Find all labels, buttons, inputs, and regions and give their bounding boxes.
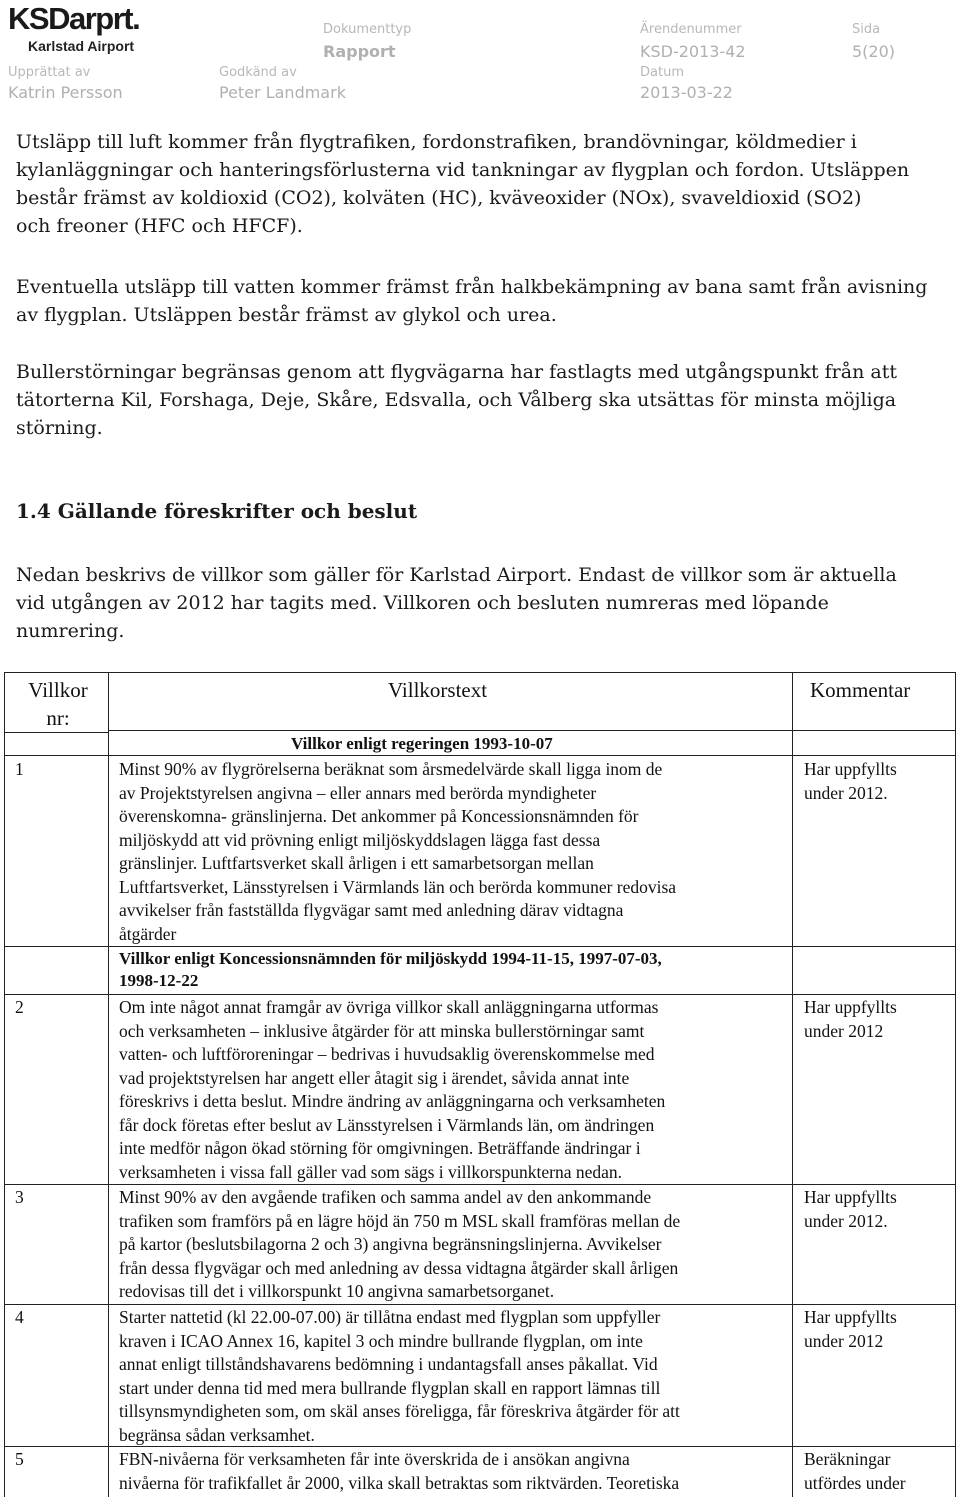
text-line: avvikelser från fastställda flygvägar samt med anledning därav vidtagna [119, 900, 624, 920]
doc-type-label: Dokumenttyp [323, 22, 412, 37]
text-line: Bullerstörningar begränsas genom att flygvägarna har fastlagts med utgångspunkt från att [16, 361, 897, 383]
text-line: och verksamheten – inklusive åtgärder för att minska bullerstörningar samt [119, 1020, 645, 1041]
condition-comment [804, 1306, 897, 1353]
condition-text [119, 1448, 679, 1495]
row-divider [108, 730, 956, 731]
text-line: begränsa sådan verksamhet. [119, 1424, 315, 1445]
text-line: under 2012 [804, 1020, 884, 1041]
condition-text [119, 1186, 680, 1304]
text-line: Luftfartsverket, Länsstyrelsen i Värmlands län och berörda kommuner redovisa [119, 876, 677, 897]
text-line: Har uppfyllts [804, 1307, 897, 1327]
condition-number: 5 [15, 1449, 24, 1469]
text-line: trafiken som framförs på en lägre höjd än 750 m MSL skall framföras mellan de [119, 1210, 681, 1231]
text-line: Har uppfyllts [804, 759, 897, 779]
condition-text [119, 758, 676, 946]
date-value: 2013-03-22 [640, 83, 733, 102]
condition-comment [804, 1448, 906, 1495]
text-line: Minst 90% av den avgående trafiken och samma andel av den ankommande [119, 1187, 652, 1207]
page-number-value: 5(20) [852, 42, 896, 61]
row-divider [4, 1184, 956, 1185]
company-logo [8, 2, 208, 54]
text-line: kraven i ICAO Annex 16, kapitel 3 och mindre bullrande flygplan, om inte [119, 1330, 643, 1351]
doc-type-value: Rapport [323, 42, 396, 61]
text-line: under 2012. [804, 782, 888, 803]
paragraph-water-emissions [16, 273, 951, 329]
condition-text [119, 1306, 680, 1447]
row-divider [4, 732, 108, 733]
text-line: föreskrivs i detta beslut. Mindre ändring av anläggningarna och verksamheten [119, 1091, 666, 1111]
text-line: Om inte något annat framgår av övriga villkor skall anläggningarna utformas [119, 997, 659, 1017]
text-line: störning. [16, 417, 103, 439]
paragraph-noise [16, 358, 951, 442]
text-line: Nedan beskrivs de villkor som gäller för Karlstad Airport. Endast de villkor som är aktuella [16, 564, 897, 586]
text-line: får dock företas efter beslut av Länsstyrelsen i Värmlands län, om ändringen [119, 1114, 655, 1135]
text-line: vad projektstyrelsen har angett eller åtagit sig i ärendet, såvida annat inte [119, 1067, 630, 1088]
text-line: åtgärder [119, 923, 177, 944]
text-line: utfördes under [804, 1472, 906, 1493]
date-label: Datum [640, 65, 684, 80]
text-line: Minst 90% av flygrörelserna beräknat som årsmedelvärde skall ligga inom de [119, 759, 663, 779]
column-header-nr-line: Villkor [28, 678, 88, 702]
text-line: Eventuella utsläpp till vatten kommer främst från halkbekämpning av bana samt från avisning [16, 276, 928, 298]
text-line: består främst av koldioxid (CO2), kolväten (HC), kväveoxider (NOx), svaveldioxid (SO2) [16, 187, 862, 209]
row-divider [4, 1304, 956, 1305]
text-line: under 2012. [804, 1210, 888, 1231]
column-header-nr-line: nr: [46, 706, 70, 730]
text-line: under 2012 [804, 1330, 884, 1351]
condition-number: 1 [15, 759, 24, 779]
text-line: Utsläpp till luft kommer från flygtrafiken, fordonstrafiken, brandövningar, köldmedier i [16, 131, 857, 153]
condition-number: 4 [15, 1307, 24, 1327]
text-line: inte medför någon ökad störning för omgivningen. Beträffande ändringar i [119, 1138, 641, 1158]
column-header-nr [16, 676, 100, 732]
approved-by-label: Godkänd av [219, 65, 297, 80]
paragraph-conditions-intro [16, 561, 951, 645]
row-divider [4, 946, 956, 947]
text-line: nivåerna för trafikfallet år 2000, vilka skall betraktas som riktvärden. Teoretiska [119, 1472, 680, 1493]
text-line: Starter nattetid (kl 22.00-07.00) är tillåtna endast med flygplan som uppfyller [119, 1307, 661, 1327]
text-line: vatten- och luftföroreningar – bedrivas i huvudsaklig överenskommelse med [119, 1044, 655, 1064]
text-line: gränslinjer. Luftfartsverket skall årligen i ett samarbetsorgan mellan [119, 853, 594, 873]
text-line: kylanläggningar och hanteringsförlusterna vid tankningar av flygplan och fordon. Utsläppen [16, 159, 910, 181]
condition-text [119, 996, 665, 1184]
text-line: tätorterna Kil, Forshaga, Deje, Skåre, Edsvalla, och Vålberg ska utsättas för minsta möjliga [16, 389, 897, 411]
created-by-value: Katrin Persson [8, 83, 123, 102]
text-line: av flygplan. Utsläppen består främst av glykol och urea. [16, 304, 557, 326]
text-line: vid utgången av 2012 har tagits med. Villkoren och besluten numreras med löpande [16, 592, 829, 614]
text-line: Har uppfyllts [804, 1187, 897, 1207]
text-line: Har uppfyllts [804, 997, 897, 1017]
logo-wordmark: KSDarprt. [8, 1, 140, 36]
condition-number: 3 [15, 1187, 24, 1207]
band-line: 1998-12-22 [119, 971, 199, 990]
column-header-comment: Kommentar [810, 678, 911, 702]
case-number-label: Ärendenummer [640, 22, 742, 37]
created-by-label: Upprättat av [8, 65, 91, 80]
case-number-value: KSD-2013-42 [640, 42, 746, 61]
text-line: och freoner (HFC och HFCF). [16, 215, 303, 237]
text-line: miljöskydd att vid prövning enligt miljöskyddslagen lägga fast dessa [119, 829, 601, 850]
conditions-table [4, 672, 956, 1497]
column-header-text: Villkorstext [388, 678, 488, 702]
table-border-top [4, 672, 956, 673]
text-line: på kartor (beslutsbilagorna 2 och 3) angivna begränsningslinjerna. Avvikelser [119, 1234, 662, 1254]
text-line: numrering. [16, 620, 125, 642]
table-border-left [4, 672, 5, 1497]
text-line: tillsynsmyndigheten som, om skäl anses föreligga, får föreskriva åtgärder för att [119, 1401, 680, 1421]
band-line: Villkor enligt Koncessionsnämnden för miljöskydd 1994-11-15, 1997-07-03, [119, 949, 662, 968]
text-line: verksamheten i vissa fall gäller vad som sägs i villkorspunkterna nedan. [119, 1161, 622, 1182]
document-header [0, 0, 960, 110]
condition-number: 2 [15, 997, 24, 1017]
text-line: start under denna tid med mera bullrande flygplan skall en rapport lämnas till [119, 1377, 661, 1398]
row-divider [4, 994, 956, 995]
text-line: annat enligt tillståndshavarens bedömning i undantagsfall anses påkallat. Vid [119, 1354, 658, 1374]
section-band-government: Villkor enligt regeringen 1993-10-07 [291, 734, 553, 753]
text-line: av Projektstyrelsen angivna – eller annars med berörda myndigheter [119, 782, 597, 803]
column-divider [792, 672, 793, 1497]
approved-by-value: Peter Landmark [219, 83, 346, 102]
text-line: FBN-nivåerna för verksamheten får inte överskrida de i ansökan angivna [119, 1449, 630, 1469]
condition-comment [804, 996, 897, 1043]
section-band-licensing-board [119, 948, 662, 992]
paragraph-air-emissions [16, 128, 951, 240]
logo-subtitle: Karlstad Airport [28, 38, 135, 54]
text-line: redovisas till det i villkorspunkt 10 angivna samarbetsorganet. [119, 1281, 555, 1301]
page-label: Sida [852, 22, 881, 37]
text-line: från dessa flygvägar och med anledning av dessa vidtagna åtgärder skall årligen [119, 1257, 679, 1278]
section-heading: 1.4 Gällande föreskrifter och beslut [16, 499, 418, 523]
condition-comment [804, 758, 897, 805]
table-border-right [955, 672, 956, 1497]
text-line: överenskomna- gränslinjerna. Det ankommer på Koncessionsnämnden för [119, 806, 639, 826]
text-line: Beräkningar [804, 1449, 891, 1469]
column-divider [108, 672, 109, 1497]
row-divider [4, 755, 956, 756]
condition-comment [804, 1186, 897, 1233]
